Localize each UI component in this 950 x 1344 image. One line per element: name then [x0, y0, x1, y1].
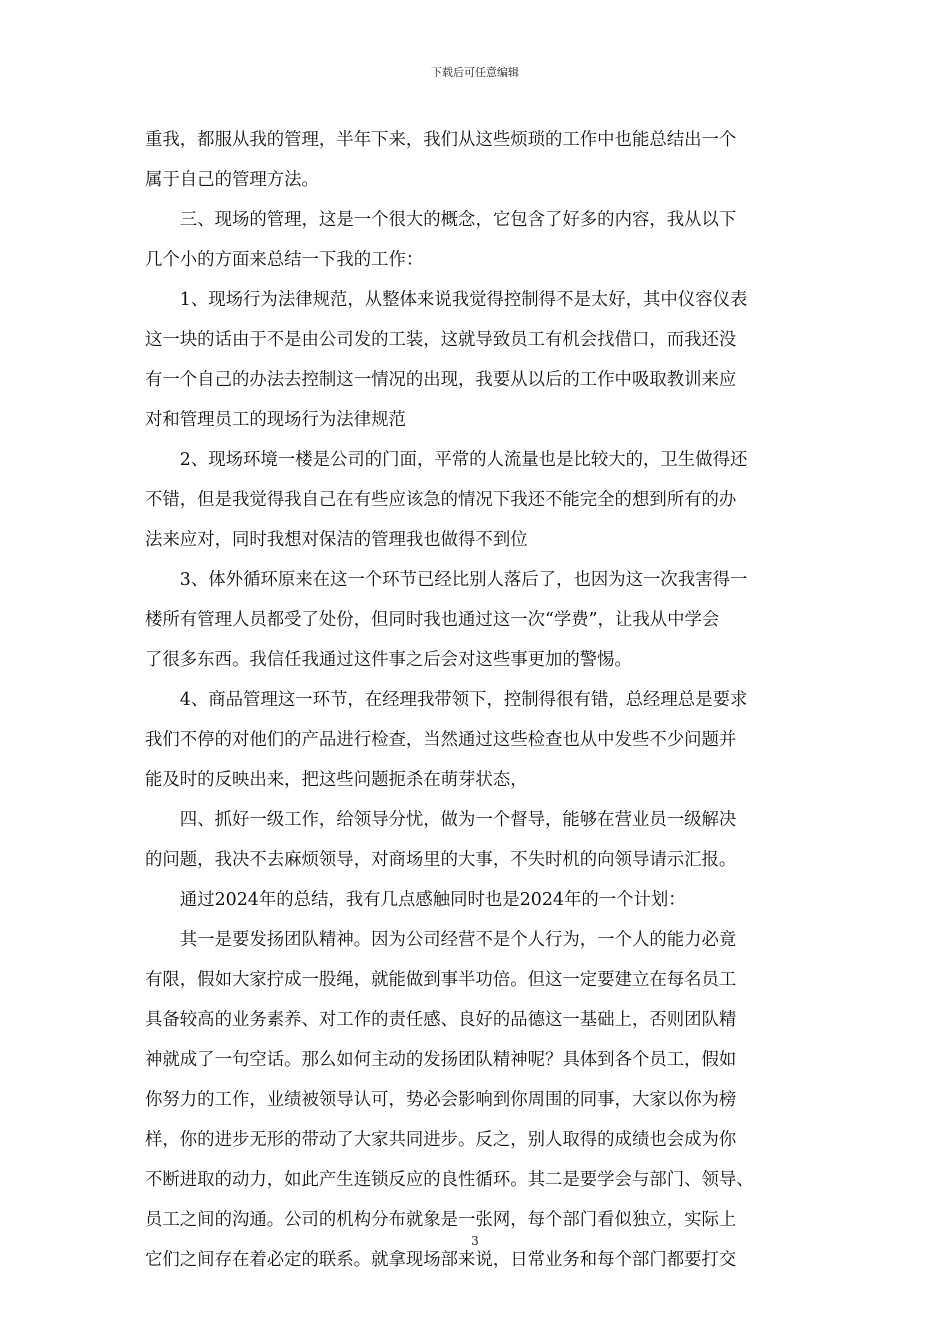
- document-body: [145, 120, 809, 1280]
- text-line: 它们之间存在着必定的联系。就拿现场部来说，日常业务和每个部门都要打交: [145, 1250, 737, 1270]
- text-line: 属于自己的管理方法。: [145, 170, 319, 190]
- text-line: 这一块的话由于不是由公司发的工装，这就导致员工有机会找借口，而我还没: [145, 330, 737, 350]
- page-header: 下载后可任意编辑: [431, 66, 519, 79]
- text-line: 2、现场环境一楼是公司的门面，平常的人流量也是比较大的，卫生做得还: [179, 450, 748, 470]
- text-line: 重我，都服从我的管理，半年下来，我们从这些烦琐的工作中也能总结出一个: [145, 130, 737, 150]
- text-line: 员工之间的沟通。公司的机构分布就象是一张网，每个部门看似独立，实际上: [145, 1210, 737, 1230]
- text-line: 我们不停的对他们的产品进行检查，当然通过这些检查也从中发些不少问题并: [145, 730, 737, 750]
- text-line: 具备较高的业务素养、对工作的责任感、良好的品德这一基础上，否则团队精: [145, 1010, 737, 1030]
- text-line: 通过2024年的总结，我有几点感触同时也是2024年的一个计划：: [179, 890, 686, 910]
- page-number: 3: [471, 1234, 479, 1248]
- text-line: 对和管理员工的现场行为法律规范: [145, 410, 406, 430]
- text-line: 能及时的反映出来，把这些问题扼杀在萌芽状态，: [145, 770, 528, 790]
- text-line: 其一是要发扬团队精神。因为公司经营不是个人行为，一个人的能力必竟: [179, 930, 737, 950]
- text-line: 三、现场的管理，这是一个很大的概念，它包含了好多的内容，我从以下: [179, 210, 737, 230]
- text-line: 4、商品管理这一环节，在经理我带领下，控制得很有错，总经理总是要求: [179, 690, 748, 710]
- text-line: 不错，但是我觉得我自己在有些应该急的情况下我还不能完全的想到所有的办: [145, 490, 737, 510]
- text-line: 3、体外循环原来在这一个环节已经比别人落后了，也因为这一次我害得一: [179, 570, 748, 590]
- text-line: 楼所有管理人员都受了处份，但同时我也通过这一次“学费”，让我从中学会: [145, 610, 720, 630]
- text-line: 法来应对，同时我想对保洁的管理我也做得不到位: [145, 530, 528, 550]
- text-line: 有一个自己的办法去控制这一情况的出现，我要从以后的工作中吸取教训来应: [145, 370, 737, 390]
- text-line: 样，你的进步无形的带动了大家共同进步。反之，别人取得的成绩也会成为你: [145, 1130, 737, 1150]
- text-line: 了很多东西。我信任我通过这件事之后会对这些事更加的警惕。: [145, 650, 632, 670]
- text-line: 1、现场行为法律规范，从整体来说我觉得控制得不是太好，其中仪容仪表: [179, 290, 748, 310]
- text-line: 四、抓好一级工作，给领导分忧，做为一个督导，能够在营业员一级解决: [179, 810, 737, 830]
- text-line: 有限，假如大家拧成一股绳，就能做到事半功倍。但这一定要建立在每名员工: [145, 970, 737, 990]
- text-line: 几个小的方面来总结一下我的工作：: [145, 250, 424, 270]
- text-line: 神就成了一句空话。那么如何主动的发扬团队精神呢？具体到各个员工，假如: [145, 1050, 737, 1070]
- text-line: 的问题，我决不去麻烦领导，对商场里的大事，不失时机的向领导请示汇报。: [145, 850, 737, 870]
- text-line: 不断进取的动力，如此产生连锁反应的良性循环。其二是要学会与部门、领导、: [145, 1170, 754, 1190]
- text-line: 你努力的工作，业绩被领导认可，势必会影响到你周围的同事，大家以你为榜: [145, 1090, 737, 1110]
